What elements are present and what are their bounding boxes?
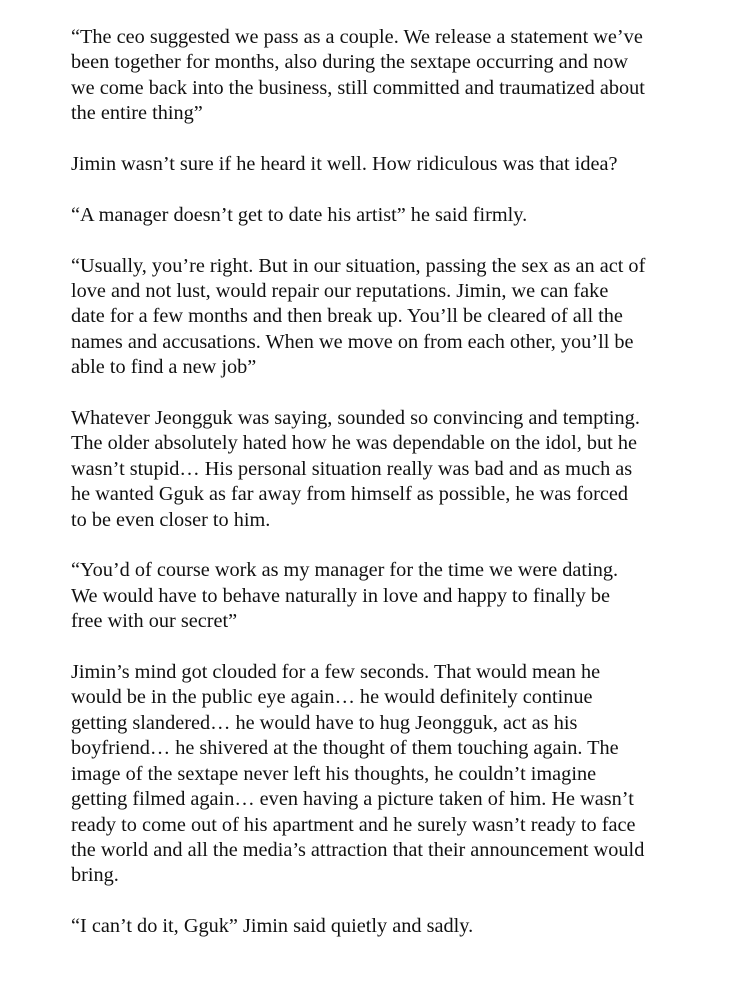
paragraph-mind-clouded: Jimin’s mind got clouded for a few seconds. That would mean he would be in the public eye again… he would definitely continue getting slandered… he would have to hug Jeongguk, act as his boyfriend… he shivered at the thought of them touching again. The image of the sextape never left his thoughts, he couldn’t imagine getting filmed again… even having a picture taken of him. He wasn’t ready to come out of his apartment and he surely wasn’t ready to face the world and all the media’s attraction that their announcement would bring.: [71, 661, 645, 887]
paragraph-jimin-unsure: Jimin wasn’t sure if he heard it well. How ridiculous was that idea?: [71, 153, 618, 176]
paragraph-work-as-manager: “You’d of course work as my manager for the time we were dating. We would have to behave naturally in love and happy to finally be free with our secret”: [71, 559, 619, 633]
text-column: [71, 25, 711, 965]
paragraph-whatever-jeongguk: Whatever Jeongguk was saying, sounded so convincing and tempting. The older absolutely hated how he was dependable on the idol, but he wasn’t stupid… His personal situation really was bad and as much as he wanted Gguk as far away from himself as possible, he was forced to be even closer to him.: [71, 407, 640, 531]
paragraph-cant-do-it: “I can’t do it, Gguk” Jimin said quietly and sadly.: [71, 915, 474, 938]
paragraph-manager-date: “A manager doesn’t get to date his artist” he said firmly.: [71, 203, 528, 226]
paragraph-usually-right: “Usually, you’re right. But in our situation, passing the sex as an act of love and not lust, would repair our reputations. Jimin, we can fake date for a few months and then break up. You’ll be cleared of all the names and accusations. When we move on from each other, you’ll be able to find a new job”: [71, 254, 646, 379]
paragraph-ceo-suggestion: “The ceo suggested we pass as a couple. We release a statement we’ve been together for months, also during the sextape occurring and now we come back into the business, still committed and traumatized about the entire thing”: [71, 26, 645, 125]
